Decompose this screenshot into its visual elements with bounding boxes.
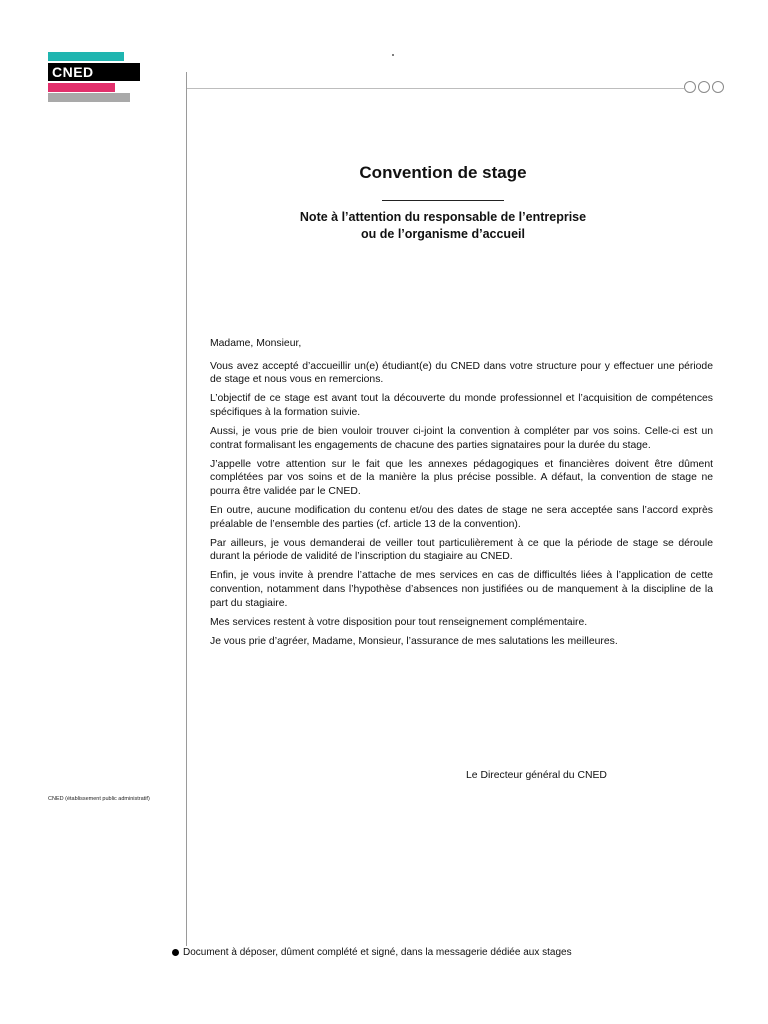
- document-subtitle: [260, 209, 626, 243]
- paragraph: Vous avez accepté d’accueillir un(e) étudiant(e) du CNED dans votre structure pour y effectuer une période de stage et nous vous en remercions.: [210, 360, 713, 386]
- paragraph: Mes services restent à votre disposition pour tout renseignement complémentaire.: [210, 616, 588, 628]
- paragraph: J’appelle votre attention sur le fait que les annexes pédagogiques et financières doivent être dûment complétées par vos soins et de la manière la plus précise possible. A défaut, la convention de stage ne pourra être validée par le CNED.: [210, 458, 713, 497]
- decorative-circles: [684, 81, 724, 95]
- header-rule: [186, 88, 684, 89]
- paragraph: Je vous prie d’agréer, Madame, Monsieur, l’assurance de mes salutations les meilleures.: [210, 635, 618, 647]
- margin-vertical-rule: [186, 72, 187, 946]
- logo-bar-teal: [48, 52, 124, 61]
- paragraph: En outre, aucune modification du contenu et/ou des dates de stage ne sera acceptée sans l’accord exprès préalable de l’ensemble des parties (cf. article 13 de la convention).: [210, 504, 713, 530]
- circle-icon: [712, 81, 724, 93]
- logo-text: CNED: [48, 63, 140, 81]
- letter-body: [210, 337, 713, 654]
- circle-icon: [698, 81, 710, 93]
- paragraph: L’objectif de ce stage est avant tout la découverte du monde professionnel et l’acquisition de compétences spécifiques à la formation suivie.: [210, 393, 713, 418]
- subtitle-line: Note à l’attention du responsable de l’entreprise: [299, 210, 587, 224]
- logo-bar-pink: [48, 83, 115, 92]
- paragraph: Aussi, je vous prie de bien vouloir trouver ci-joint la convention à compléter par vos soins. Celle-ci est un contrat formalisant les engagements de chacune des parties signataires pour la durée du stage.: [210, 425, 713, 451]
- circle-icon: [684, 81, 696, 93]
- paragraph: Par ailleurs, je vous demanderai de veiller tout particulièrement à ce que la période de stage se déroule durant la période de validité de l’inscription du stagiaire au CNED.: [210, 537, 713, 563]
- signature: Le Directeur général du CNED: [466, 770, 607, 781]
- title-underline: [382, 200, 504, 201]
- subtitle-line: ou de l’organisme d’accueil: [361, 227, 525, 241]
- logo-bar-grey: [48, 93, 130, 102]
- cned-logo: [48, 52, 140, 102]
- document-title: Convention de stage: [359, 163, 527, 182]
- paragraph: Enfin, je vous invite à prendre l’attache de mes services en cas de difficultés liées à l’application de cette convention, notamment dans l’hypothèse d’absences non justifiées ou de manquement à la discipline de la part du stagiaire.: [210, 570, 713, 609]
- bullet-icon: [172, 949, 179, 956]
- footer-note: [172, 947, 572, 958]
- footer-text: Document à déposer, dûment complété et signé, dans la messagerie dédiée aux stages: [183, 947, 572, 958]
- stray-dot: [392, 54, 394, 56]
- salutation: Madame, Monsieur,: [210, 338, 302, 349]
- legal-note: CNED (établissement public administratif): [48, 796, 150, 802]
